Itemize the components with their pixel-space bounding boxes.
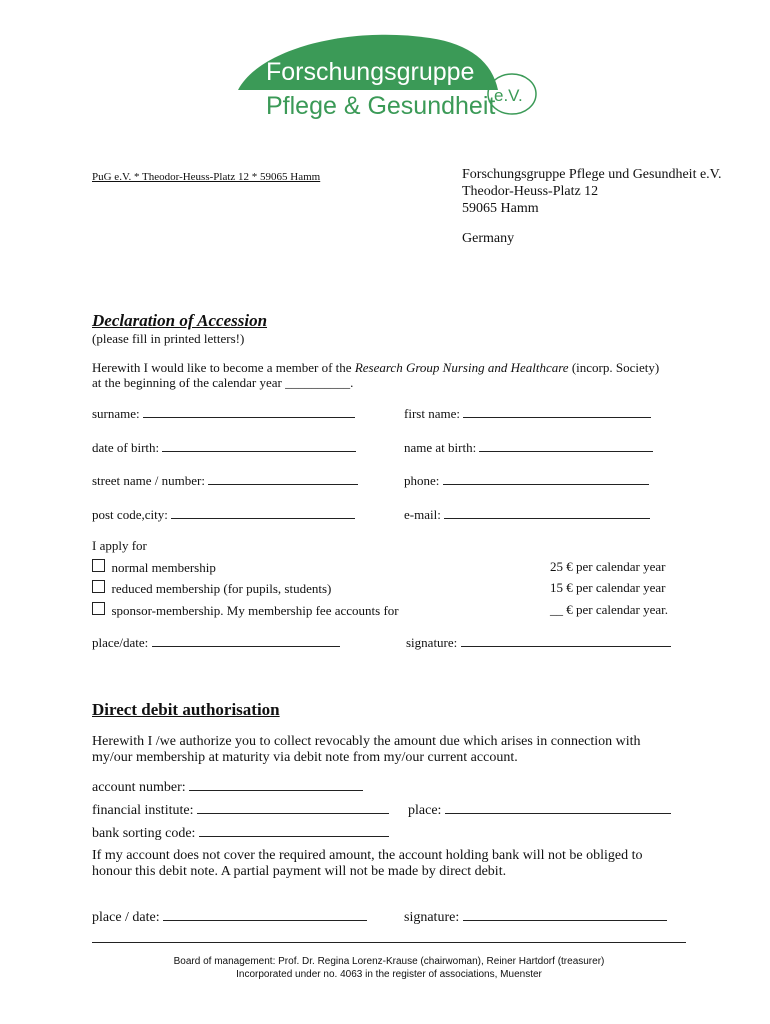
phone-input[interactable] (443, 473, 649, 485)
email-input[interactable] (444, 507, 650, 519)
street-label: street name / number: (92, 473, 205, 488)
place-date-input[interactable] (152, 635, 340, 647)
bank-sorting-code-input[interactable] (199, 825, 389, 837)
recipient-city: 59065 Hamm (462, 201, 539, 216)
surname-field[interactable] (92, 406, 355, 422)
printed-letters-note: (please fill in printed letters!) (92, 331, 245, 346)
financial-institute-label: financial institute: (92, 803, 194, 818)
debit-warning-line1: If my account does not cover the required amount, the account holding bank will not be obliged to (92, 848, 643, 863)
phone-field[interactable] (404, 473, 649, 489)
bank-sorting-code-field[interactable] (92, 825, 389, 842)
option-normal[interactable] (92, 559, 216, 576)
option-label: normal membership (111, 560, 216, 575)
logo-line1: Forschungsgruppe (266, 58, 475, 86)
debit-text-line1: Herewith I /we authorize you to collect revocably the amount due which arises in connection with (92, 734, 641, 749)
option-fee: 15 € per calendar year (550, 580, 666, 595)
debit-place-date-input[interactable] (163, 909, 367, 921)
first-name-input[interactable] (463, 406, 651, 418)
debit-title: Direct debit authorisation (92, 700, 280, 719)
declaration-intro: Herewith I would like to become a member of the Research Group Nursing and Healthcare (incorp. Society) (92, 360, 660, 375)
debit-place-date-field[interactable] (92, 909, 367, 926)
first-name-field[interactable] (404, 406, 651, 422)
apply-for-label: I apply for (92, 538, 147, 553)
place-label: place: (408, 803, 442, 818)
debit-warning-line2: honour this debit note. A partial payment will not be made by direct debit. (92, 864, 507, 879)
dob-label: date of birth: (92, 440, 160, 455)
signature-label: signature: (406, 635, 458, 650)
bank-sorting-code-label: bank sorting code: (92, 826, 196, 841)
normal-membership-checkbox[interactable] (92, 559, 105, 572)
email-label: e-mail: (404, 507, 441, 522)
place-date-label: place/date: (92, 635, 149, 650)
option-label: sponsor-membership. My membership fee accounts for (111, 603, 399, 618)
surname-label: surname: (92, 406, 140, 421)
financial-institute-field[interactable] (92, 802, 389, 819)
debit-signature-label: signature: (404, 910, 460, 925)
option-sponsor[interactable] (92, 602, 399, 619)
declaration-title: Declaration of Accession (92, 311, 268, 330)
signature-field[interactable] (406, 635, 671, 651)
option-fee: __ € per calendar year. (550, 602, 669, 617)
organization-name-italic: Research Group Nursing and Healthcare (354, 360, 569, 375)
recipient-country: Germany (462, 231, 515, 246)
surname-input[interactable] (143, 406, 355, 418)
recipient-name: Forschungsgruppe Pflege und Gesundheit e.V. (462, 167, 722, 182)
dob-field[interactable] (92, 440, 356, 456)
place-date-field[interactable] (92, 635, 340, 651)
option-fee: 25 € per calendar year (550, 559, 666, 574)
email-field[interactable] (404, 507, 650, 523)
account-number-input[interactable] (189, 779, 363, 791)
first-name-label: first name: (404, 406, 460, 421)
financial-institute-input[interactable] (197, 802, 389, 814)
account-number-field[interactable] (92, 779, 363, 796)
footer-registration: Incorporated under no. 4063 in the register of associations, Muenster (236, 969, 542, 980)
name-at-birth-field[interactable] (404, 440, 653, 456)
place-input[interactable] (445, 802, 671, 814)
debit-signature-input[interactable] (463, 909, 667, 921)
name-at-birth-input[interactable] (479, 440, 653, 452)
postcode-field[interactable] (92, 507, 355, 523)
place-field[interactable] (408, 802, 671, 819)
recipient-address (462, 166, 722, 247)
sender-line: PuG e.V. * Theodor-Heuss-Platz 12 * 59065 Hamm (92, 171, 321, 183)
footer-board: Board of management: Prof. Dr. Regina Lorenz-Krause (chairwoman), Reiner Hartdorf (treasurer) (173, 956, 605, 967)
reduced-membership-checkbox[interactable] (92, 580, 105, 593)
debit-signature-field[interactable] (404, 909, 667, 926)
sponsor-membership-checkbox[interactable] (92, 602, 105, 615)
organization-logo (230, 28, 540, 128)
street-field[interactable] (92, 473, 358, 489)
recipient-street: Theodor-Heuss-Platz 12 (462, 184, 599, 199)
dob-input[interactable] (162, 440, 356, 452)
name-at-birth-label: name at birth: (404, 440, 477, 455)
debit-place-date-label: place / date: (92, 910, 160, 925)
footer-divider (92, 942, 686, 943)
logo-line2: Pflege & Gesundheit (266, 92, 496, 120)
postcode-input[interactable] (171, 507, 355, 519)
phone-label: phone: (404, 473, 440, 488)
signature-input[interactable] (461, 635, 671, 647)
postcode-label: post code,city: (92, 507, 168, 522)
declaration-intro-line2: at the beginning of the calendar year __________. (92, 375, 354, 390)
account-number-label: account number: (92, 780, 186, 795)
logo-badge: e.V. (494, 86, 523, 105)
option-reduced[interactable] (92, 580, 331, 597)
street-input[interactable] (208, 473, 358, 485)
option-label: reduced membership (for pupils, students) (111, 581, 332, 596)
debit-text-line2: my/our membership at maturity via debit note from my/our current account. (92, 750, 518, 765)
